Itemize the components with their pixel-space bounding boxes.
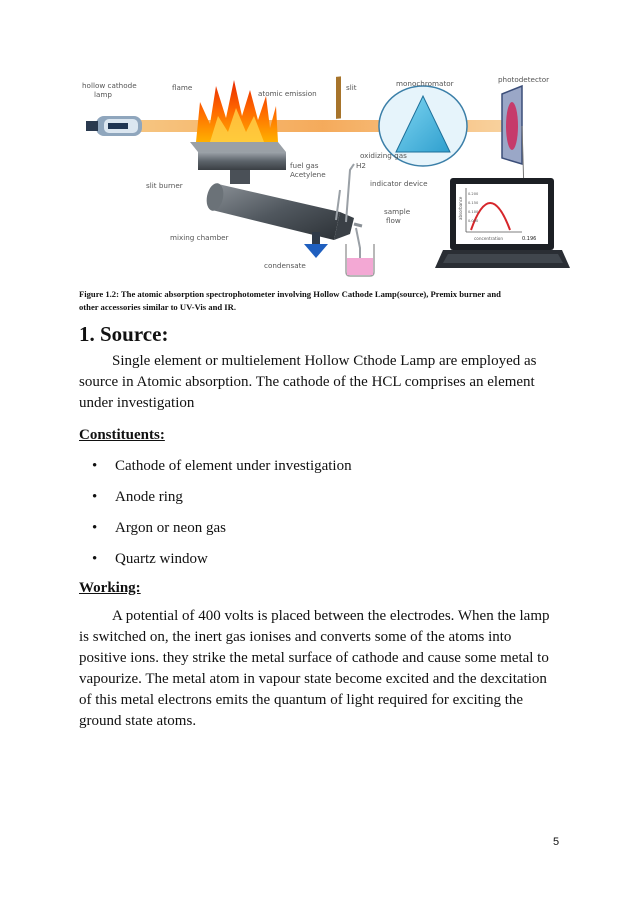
- working-line-4: vapourize. The metal atom in vapour state become excited and the dexcitation: [79, 671, 547, 687]
- screen-tick-4: 0.050: [468, 219, 479, 223]
- aas-diagram-figure: [78, 72, 573, 282]
- bullet: •: [92, 489, 98, 505]
- slit: [336, 76, 341, 119]
- screen-value: 0.196: [522, 236, 537, 242]
- list-item: [92, 456, 352, 487]
- label-slit-burner: slit burner: [146, 181, 183, 190]
- mixing-chamber: [204, 182, 362, 240]
- label-oxidizing-gas-2: H2: [356, 161, 366, 170]
- label-photodetector: photodetector: [498, 75, 550, 84]
- label-flame: flame: [172, 83, 193, 92]
- label-fuel-gas-2: Acetylene: [290, 170, 326, 179]
- label-slit: slit: [346, 83, 357, 92]
- list-item-text: Anode ring: [115, 489, 183, 505]
- gas-lines: [336, 164, 360, 258]
- working-line-6: ground state atoms.: [79, 713, 197, 729]
- bullet: •: [92, 551, 98, 567]
- caption-line-1: Figure 1.2: The atomic absorption spectrophotometer involving Hollow Cathode Lamp(source), Premix burner and: [79, 289, 501, 299]
- laptop-indicator: [435, 178, 570, 268]
- screen-ylabel: absorbance: [458, 196, 463, 220]
- label-atomic-emission: atomic emission: [258, 89, 317, 98]
- working-line-5: of this metal electrons emits the quantum of light required for exciting the: [79, 692, 524, 708]
- photodetector: [502, 86, 524, 192]
- working-heading: Working:: [79, 580, 141, 596]
- intro-line-1: [79, 351, 559, 372]
- section-heading: 1. Source:: [79, 322, 169, 346]
- list-item-text: Cathode of element under investigation: [115, 458, 352, 474]
- constituents-list: [92, 456, 352, 580]
- list-item: [92, 549, 352, 580]
- intro-paragraph: [79, 351, 559, 414]
- slit-burner: [190, 142, 286, 184]
- working-line-3: positive ions. they strike the metal surface of cathode and cause some metal to: [79, 650, 549, 666]
- screen-tick-2: 0.150: [468, 201, 479, 205]
- label-oxidizing-gas-1: oxidizing gas: [360, 151, 407, 160]
- label-condensate: condensate: [264, 261, 306, 270]
- working-line-1: [79, 606, 559, 627]
- label-monochromator: monochromator: [396, 79, 454, 88]
- constituents-heading: Constituents:: [79, 427, 165, 443]
- page-number: 5: [553, 836, 560, 848]
- list-item-text: Argon or neon gas: [115, 520, 226, 536]
- screen-tick-1: 0.200: [468, 192, 479, 196]
- working-line-1-text: A potential of 400 volts is placed between the electrodes. When the lamp: [112, 608, 550, 624]
- label-hollow-cathode-2: lamp: [94, 90, 112, 99]
- caption-line-2: other accessories similar to UV-Vis and IR.: [79, 301, 236, 312]
- intro-line-2: source in Atomic absorption. The cathode of the HCL comprises an element: [79, 374, 535, 390]
- aas-diagram: [78, 72, 573, 282]
- screen-xlabel: concentration: [474, 236, 504, 241]
- intro-line-1-text: Single element or multielement Hollow Cthode Lamp are employed as: [112, 353, 537, 369]
- hollow-cathode-lamp: [86, 116, 142, 136]
- intro-line-3: under investigation: [79, 395, 195, 411]
- label-fuel-gas-1: fuel gas: [290, 161, 319, 170]
- figure-caption: [79, 288, 579, 313]
- label-indicator-device: indicator device: [370, 179, 428, 188]
- label-hollow-cathode-1: hollow cathode: [82, 81, 137, 90]
- screen-tick-3: 0.100: [468, 210, 479, 214]
- list-item: [92, 487, 352, 518]
- label-sample-flow-1: sample: [384, 207, 411, 216]
- working-paragraph: [79, 606, 559, 732]
- bullet: •: [92, 520, 98, 536]
- bullet: •: [92, 458, 98, 474]
- label-mixing-chamber: mixing chamber: [170, 233, 229, 242]
- list-item-text: Quartz window: [115, 551, 208, 567]
- list-item: [92, 518, 352, 549]
- label-sample-flow-2: flow: [386, 216, 401, 225]
- working-line-2: is switched on, the inert gas ionises and converts some of the atoms into: [79, 629, 512, 645]
